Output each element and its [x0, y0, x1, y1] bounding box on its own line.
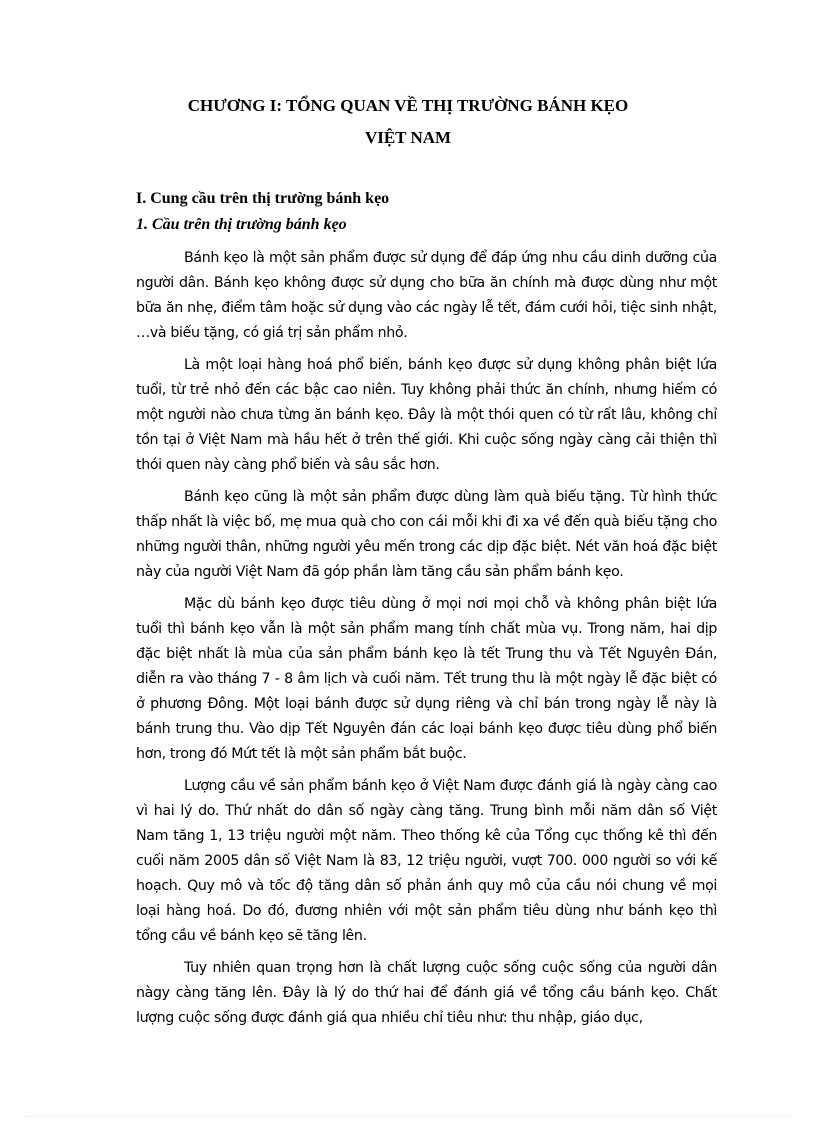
- page-bottom-divider: [24, 1116, 792, 1117]
- paragraph: Lượng cầu về sản phẩm bánh kẹo ở Việt Nam được đánh giá là ngày càng cao vì hai lý do. Thứ nhất do dân số ngày càng tăng. Trung bình mỗi năm dân số Việt Nam tăng 1, 13 triệu người một năm. Theo thống kê của Tổng cục thống kê thì đến cuối năm 2005 dân số Việt Nam là 83, 12 triệu người, vượt 700. 000 người so với kế hoạch. Quy mô và tốc độ tăng dân số phản ánh quy mô của cầu nói chung về mọi loại hàng hoá. Do đó, đương nhiên với một sản phẩm tiêu dùng như bánh kẹo thì tổng cầu về bánh kẹo sẽ tăng lên.: [136, 778, 717, 944]
- paragraph: Bánh kẹo cũng là một sản phẩm được dùng làm quà biếu tặng. Từ hình thức thấp nhất là việc bố, mẹ mua quà cho con cái mỗi khi đi xa về đến quà biếu tặng cho những người thân, những người yêu mến trong các dịp đặc biệt. Nét văn hoá đặc biệt này của người Việt Nam đã góp phần làm tăng cầu sản phẩm bánh kẹo.: [136, 489, 717, 580]
- paragraph: Mặc dù bánh kẹo được tiêu dùng ở mọi nơi mọi chỗ và không phân biệt lứa tuổi thì bánh kẹo vẫn là một sản phẩm mang tính chất mùa vụ. Trong năm, hai dịp đặc biệt nhất là mùa của sản phẩm bánh kẹo là tết Trung thu và Tết Nguyên Đán, diễn ra vào tháng 7 - 8 âm lịch và cuối năm. Tết trung thu là một ngày lễ đặc biệt có ở phương Đông. Một loại bánh được sử dụng riêng và chỉ bán trong ngày lễ này là bánh trung thu. Vào dịp Tết Nguyên đán các loại bánh kẹo được tiêu dùng phổ biến hơn, trong đó Mứt tết là một sản phẩm bắt buộc.: [136, 596, 717, 762]
- chapter-title-line-2: VIỆT NAM: [364, 128, 452, 147]
- paragraph: Là một loại hàng hoá phổ biến, bánh kẹo được sử dụng không phân biệt lứa tuổi, từ trẻ nhỏ đến các bậc cao niên. Tuy không phải thức ăn chính, nhưng hiếm có một người nào chưa từng ăn bánh kẹo. Đây là một thói quen có từ rất lâu, không chỉ tồn tại ở Việt Nam mà hầu hết ở trên thế giới. Khi cuộc sống ngày càng cải thiện thì thói quen này càng phổ biến và sâu sắc hơn.: [136, 357, 717, 473]
- paragraph: Bánh kẹo là một sản phẩm được sử dụng để đáp ứng nhu cầu dinh dưỡng của người dân. Bánh kẹo không được sử dụng cho bữa ăn chính mà được dùng như một bữa ăn nhẹ, điểm tâm hoặc sử dụng vào các ngày lễ tết, đám cưới hỏi, tiệc sinh nhật, …và biếu tặng, có giá trị sản phẩm nhỏ.: [136, 250, 717, 341]
- paragraph: Tuy nhiên quan trọng hơn là chất lượng cuộc sống cuộc sống của người dân nàgy càng tăng lên. Đây là lý do thứ hai để đánh giá về tổng cầu bánh kẹo. Chất lượng cuộc sống được đánh giá qua nhiều chỉ tiêu như: thu nhập, giáo dục,: [136, 960, 717, 1026]
- chapter-title-line-1: CHƯƠNG I: TỔNG QUAN VỀ THỊ TRƯỜNG BÁNH KẸO: [187, 96, 629, 115]
- subsection-heading: 1. Cầu trên thị trường bánh kẹo: [136, 216, 347, 233]
- section-heading: I. Cung cầu trên thị trường bánh kẹo: [136, 190, 390, 207]
- body-text: [136, 246, 717, 1038]
